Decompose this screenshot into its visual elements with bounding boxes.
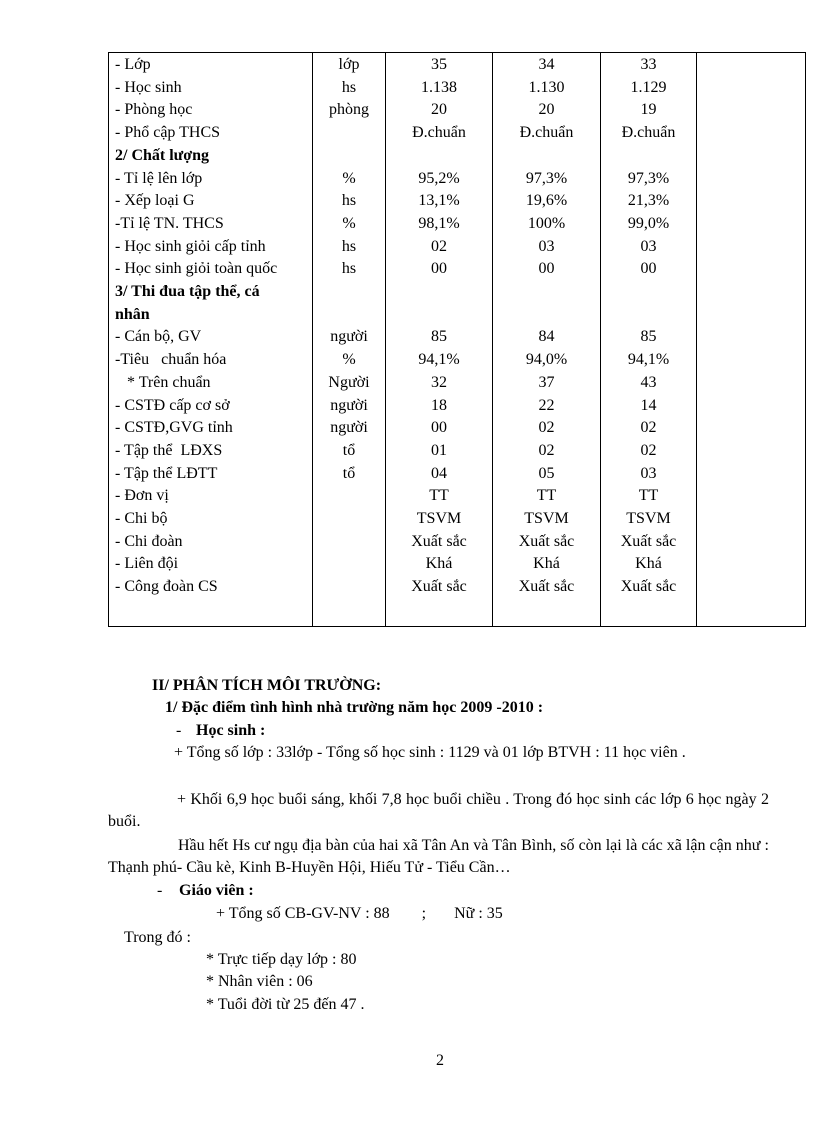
row-value-year-2: Xuất sắc bbox=[518, 578, 575, 596]
row-label: - Chi bộ bbox=[115, 510, 168, 527]
row-label: - Phổ cập THCS bbox=[115, 124, 221, 142]
teachers-dash: - bbox=[157, 882, 163, 899]
row-label: 2/ Chất lượng bbox=[115, 146, 210, 164]
row-value-year-3: Đ.chuẩn bbox=[621, 124, 676, 142]
row-label: - Học sinh bbox=[115, 78, 182, 96]
row-unit: Người bbox=[328, 373, 370, 391]
row-value-year-2: 34 bbox=[538, 56, 555, 73]
row-unit: % bbox=[342, 214, 356, 232]
statistics-table bbox=[108, 52, 806, 627]
column-notes bbox=[697, 53, 806, 627]
row-unit: % bbox=[342, 351, 356, 369]
row-value-year-3: 03 bbox=[640, 237, 657, 255]
row-unit: hs bbox=[341, 260, 357, 278]
row-value-year-3: TT bbox=[638, 487, 659, 505]
row-value-year-2: 19,6% bbox=[525, 192, 568, 210]
row-value-year-3: 02 bbox=[640, 419, 657, 437]
teachers-item: * Nhân viên : 06 bbox=[206, 973, 313, 990]
row-value-year-2: 05 bbox=[538, 464, 555, 482]
row-value-year-1: 95,2% bbox=[418, 169, 460, 187]
row-value-year-3: 94,1% bbox=[627, 351, 670, 369]
row-unit: tổ bbox=[342, 464, 356, 482]
row-value-year-1: 04 bbox=[431, 464, 447, 482]
row-label: - Lớp bbox=[115, 56, 151, 73]
row-value-year-1: 1.138 bbox=[421, 78, 457, 96]
row-unit: hs bbox=[341, 78, 357, 96]
row-value-year-3: 43 bbox=[640, 373, 657, 391]
row-label: - Tập thể LĐTT bbox=[115, 464, 218, 482]
row-label: - Học sinh giỏi cấp tỉnh bbox=[115, 237, 266, 255]
row-value-year-2: 94,0% bbox=[525, 351, 568, 369]
row-unit: hs bbox=[341, 237, 357, 255]
row-value-year-1: 94,1% bbox=[418, 351, 460, 369]
students-paragraph-3: Hầu hết Hs cư ngụ địa bàn của hai xã Tân An và Tân Bình, số còn lại là các xã lận cận như : Thạnh phú- Cầu kè, Kinh B-Huyền Hội, Hiếu Tử - Tiểu Cần… bbox=[108, 837, 769, 876]
row-label: - Tập thể LĐXS bbox=[115, 441, 223, 459]
row-value-year-1: 02 bbox=[431, 237, 447, 255]
row-label: - Học sinh giỏi toàn quốc bbox=[115, 260, 278, 278]
row-value-year-1: 85 bbox=[431, 328, 447, 346]
row-value-year-1: TT bbox=[429, 487, 449, 505]
section-subheading: 1/ Đặc điểm tình hình nhà trường năm học 2009 -2010 : bbox=[165, 699, 544, 716]
students-title: Học sinh : bbox=[196, 722, 266, 739]
row-unit: lớp bbox=[338, 56, 360, 73]
row-label: nhân bbox=[115, 305, 150, 323]
row-label: - CSTĐ cấp cơ sở bbox=[115, 396, 230, 414]
row-label: - Liên đội bbox=[115, 555, 179, 573]
section-heading: II/ PHÂN TÍCH MÔI TRƯỜNG: bbox=[152, 677, 382, 694]
row-value-year-3: TSVM bbox=[626, 510, 671, 527]
row-value-year-3: 00 bbox=[640, 260, 657, 278]
row-value-year-1: Đ.chuẩn bbox=[412, 124, 466, 142]
row-value-year-3: 19 bbox=[640, 101, 657, 119]
row-label: - Tỉ lệ lên lớp bbox=[115, 169, 203, 187]
row-value-year-2: TSVM bbox=[524, 510, 569, 527]
row-value-year-2: Đ.chuẩn bbox=[519, 124, 574, 142]
row-label: - Phòng học bbox=[115, 101, 193, 119]
row-label: 3/ Thi đua tập thể, cá bbox=[115, 283, 260, 300]
row-value-year-2: 02 bbox=[538, 441, 555, 459]
students-paragraph-2: + Khối 6,9 học buổi sáng, khối 7,8 học buổi chiều . Trong đó học sinh các lớp 6 học ngày 2 buổi. bbox=[108, 791, 769, 830]
row-value-year-1: 01 bbox=[431, 441, 447, 459]
row-value-year-3: Xuất sắc bbox=[620, 578, 677, 596]
row-value-year-3: Xuất sắc bbox=[620, 532, 677, 550]
row-value-year-1: TSVM bbox=[416, 510, 462, 527]
row-value-year-3: 97,3% bbox=[627, 169, 670, 187]
students-paragraph-1: + Tổng số lớp : 33lớp - Tổng số học sinh : 1129 và 01 lớp BTVH : 11 học viên . bbox=[174, 744, 686, 761]
row-label: -Tiêu chuẩn hóa bbox=[115, 351, 227, 369]
row-value-year-2: 37 bbox=[538, 373, 555, 391]
row-value-year-2: 20 bbox=[538, 101, 555, 119]
row-value-year-3: 21,3% bbox=[627, 192, 670, 210]
row-value-year-1: 32 bbox=[431, 373, 447, 391]
row-value-year-1: 98,1% bbox=[418, 214, 460, 232]
row-value-year-2: 02 bbox=[538, 419, 555, 437]
row-value-year-3: 14 bbox=[640, 396, 657, 414]
row-value-year-3: 1.129 bbox=[630, 78, 667, 96]
row-label: * Trên chuẩn bbox=[115, 373, 211, 391]
teachers-title: Giáo viên : bbox=[179, 882, 254, 899]
teachers-item: * Tuổi đời từ 25 đến 47 . bbox=[206, 996, 365, 1013]
row-value-year-1: 00 bbox=[431, 419, 447, 437]
row-value-year-1: Xuất sắc bbox=[411, 532, 467, 550]
row-value-year-2: TT bbox=[536, 487, 557, 505]
row-value-year-2: 97,3% bbox=[525, 169, 568, 187]
page-number: 2 bbox=[436, 1052, 444, 1069]
teachers-item: * Trực tiếp dạy lớp : 80 bbox=[206, 951, 357, 968]
row-unit: tổ bbox=[342, 441, 356, 459]
row-value-year-2: 84 bbox=[538, 328, 555, 346]
column-unit bbox=[313, 53, 386, 627]
row-label: - Đơn vị bbox=[115, 487, 169, 505]
row-value-year-1: Xuất sắc bbox=[411, 578, 467, 596]
row-label: - Chi đoàn bbox=[115, 532, 183, 550]
row-label: - Công đoàn CS bbox=[115, 578, 218, 596]
row-label: - Cán bộ, GV bbox=[115, 328, 202, 346]
row-label: - Xếp loại G bbox=[115, 192, 195, 210]
row-value-year-3: 99,0% bbox=[627, 214, 670, 232]
row-value-year-2: 22 bbox=[538, 396, 555, 414]
row-value-year-1: 20 bbox=[431, 101, 447, 119]
row-label: -Tỉ lệ TN. THCS bbox=[115, 214, 224, 232]
row-unit: người bbox=[330, 396, 368, 414]
row-value-year-3: 33 bbox=[640, 56, 657, 73]
row-value-year-2: 00 bbox=[538, 260, 555, 278]
row-value-year-1: 18 bbox=[431, 396, 447, 414]
row-value-year-3: 02 bbox=[640, 441, 657, 459]
row-value-year-3: 03 bbox=[640, 464, 657, 482]
students-dash: - bbox=[176, 722, 182, 739]
column-year-1 bbox=[386, 53, 493, 627]
row-unit: người bbox=[330, 328, 368, 346]
teachers-intro: Trong đó : bbox=[124, 929, 191, 946]
row-value-year-1: 13,1% bbox=[418, 192, 460, 210]
row-label: - CSTĐ,GVG tỉnh bbox=[115, 419, 233, 437]
row-value-year-1: Khá bbox=[425, 555, 453, 573]
row-unit: % bbox=[342, 169, 356, 187]
row-unit: phòng bbox=[329, 101, 369, 119]
column-year-3 bbox=[601, 53, 697, 627]
row-value-year-2: 1.130 bbox=[528, 78, 565, 96]
teachers-total: + Tổng số CB-GV-NV : 88 ; Nữ : 35 bbox=[216, 905, 503, 922]
row-value-year-1: 00 bbox=[431, 260, 447, 278]
column-criteria bbox=[109, 53, 313, 627]
row-unit: hs bbox=[341, 192, 357, 210]
row-value-year-3: Khá bbox=[635, 555, 662, 573]
row-unit: người bbox=[330, 419, 368, 437]
row-value-year-1: 35 bbox=[431, 56, 447, 73]
row-value-year-2: Khá bbox=[533, 555, 560, 573]
row-value-year-2: 03 bbox=[538, 237, 555, 255]
row-value-year-3: 85 bbox=[640, 328, 657, 346]
column-year-2 bbox=[493, 53, 601, 627]
row-value-year-2: 100% bbox=[527, 214, 566, 232]
row-value-year-2: Xuất sắc bbox=[518, 532, 575, 550]
